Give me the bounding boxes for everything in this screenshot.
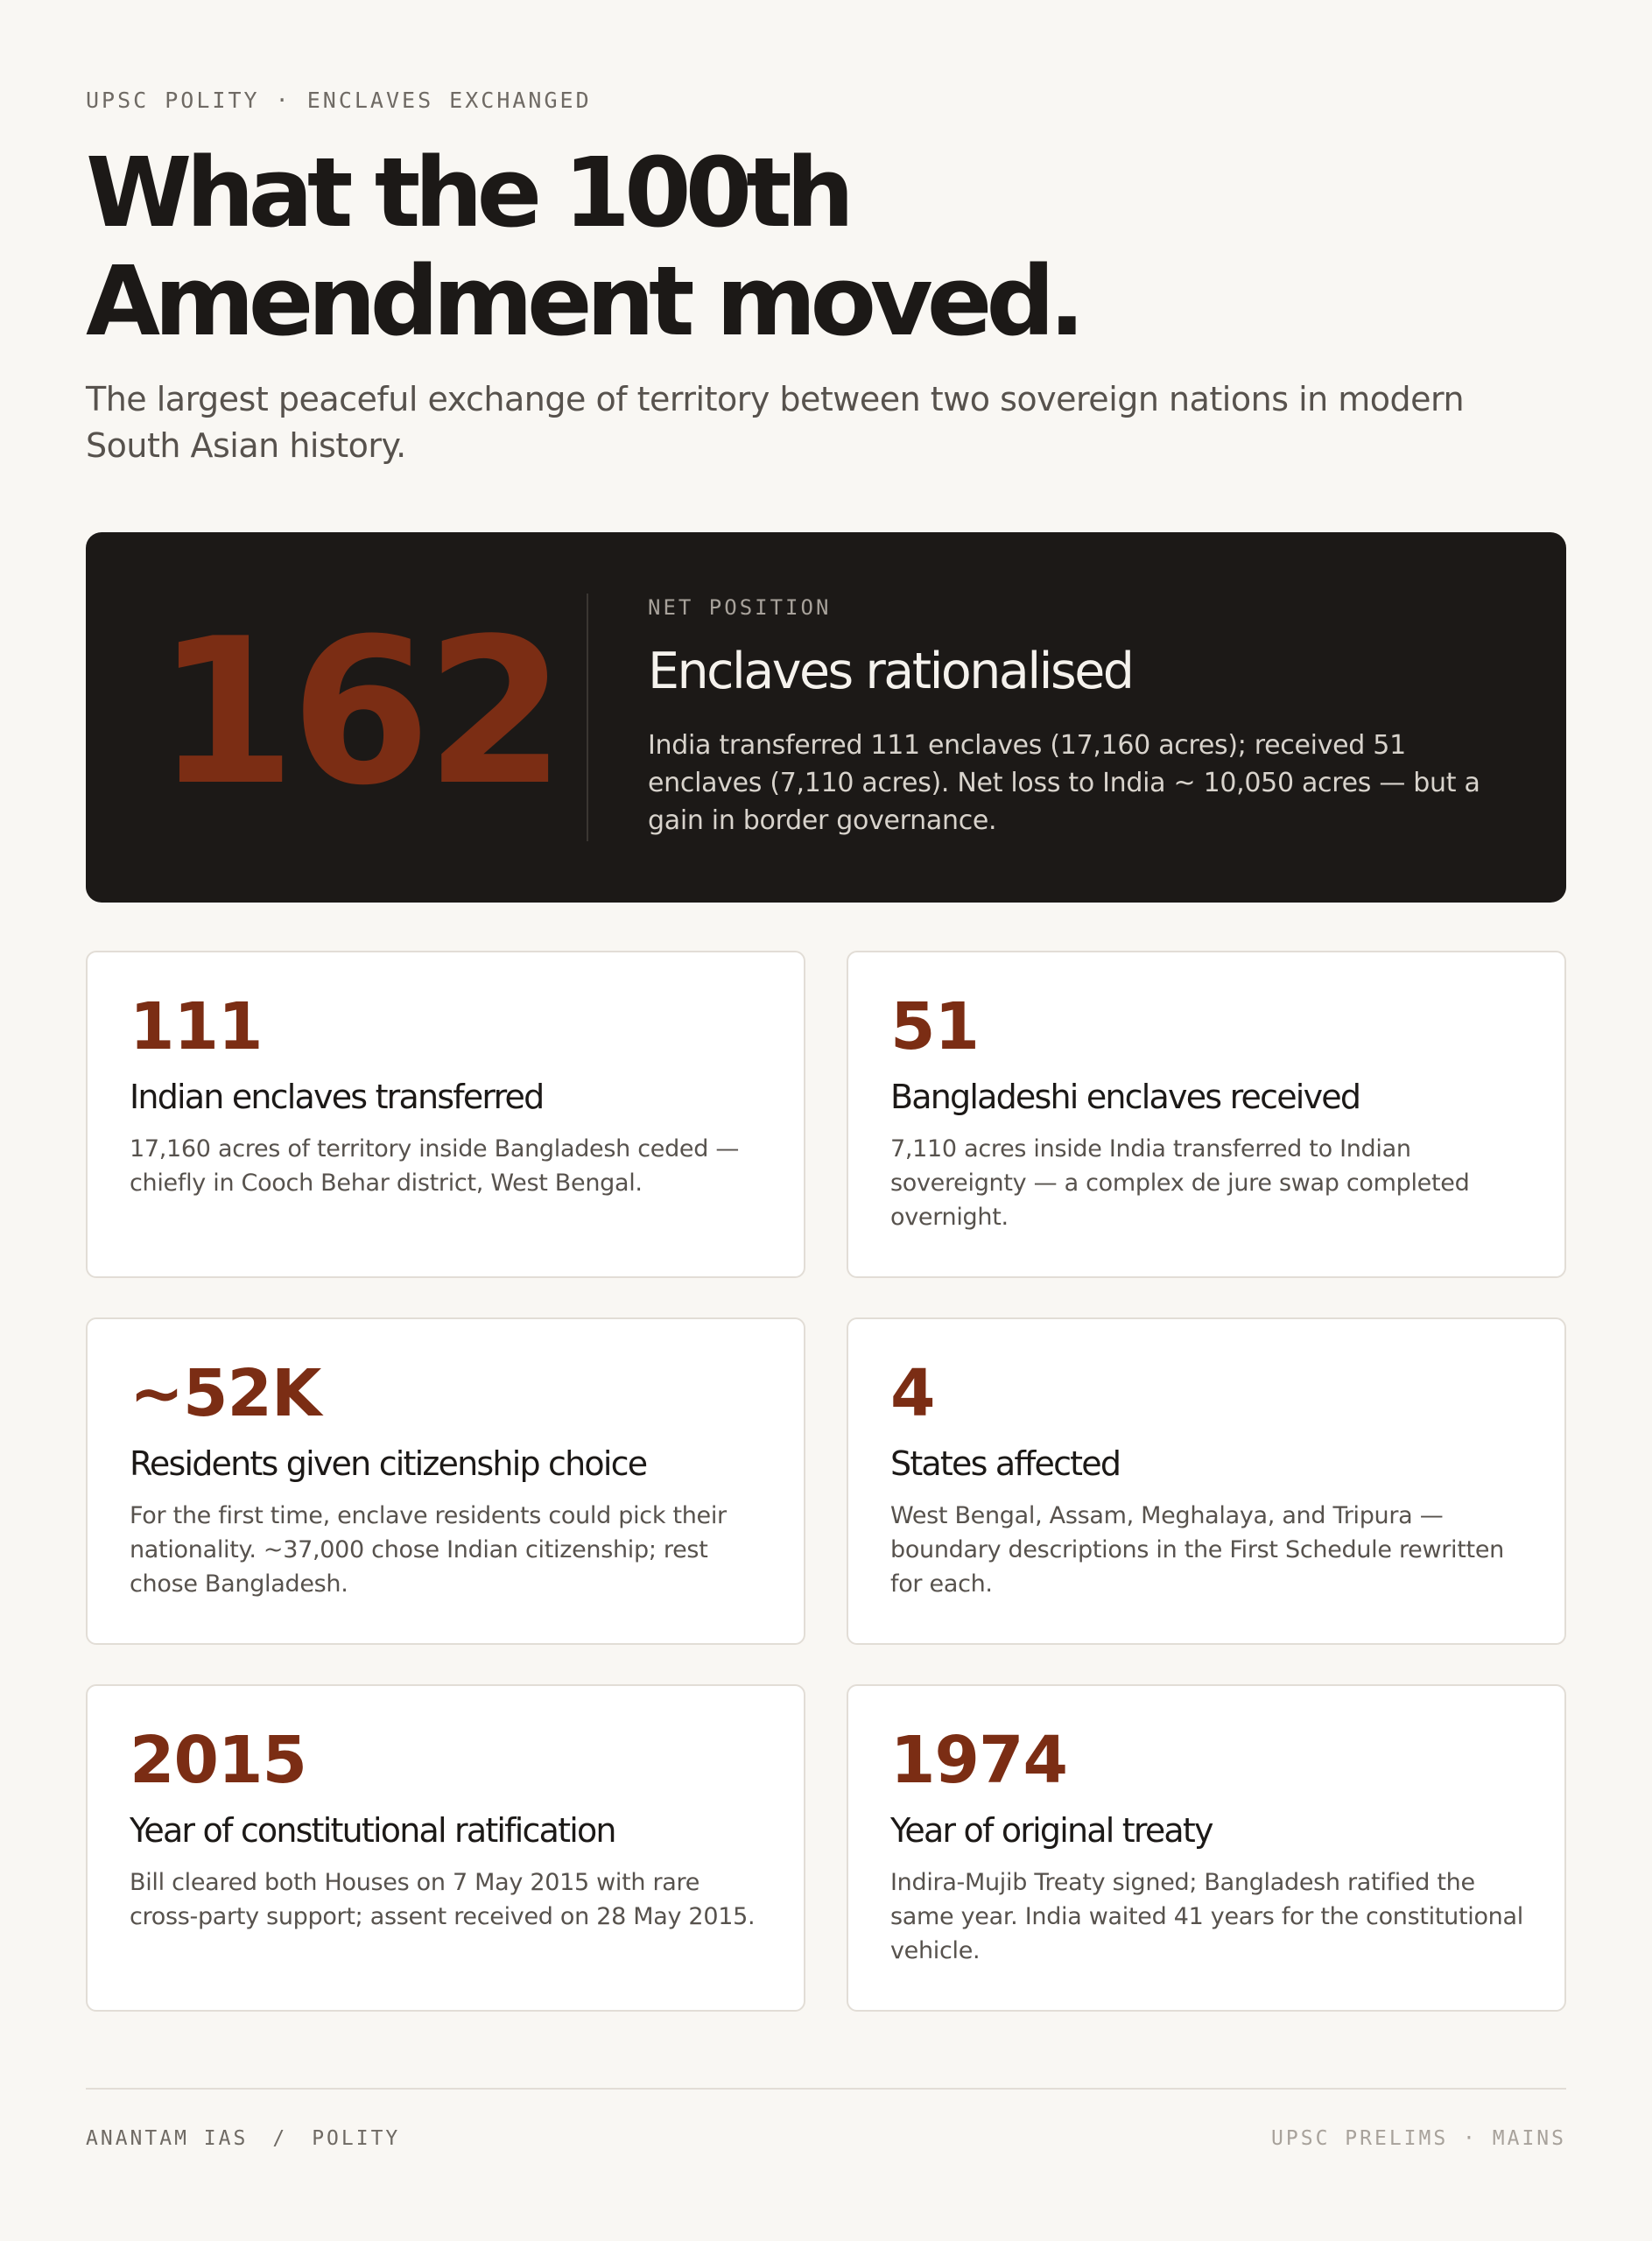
stat-title: Residents given citizenship choice [130,1444,647,1483]
stat-number: 111 [130,989,263,1064]
footer-divider [86,2088,1566,2090]
page-title [86,138,1399,355]
hero-label: NET POSITION [648,595,832,620]
stat-title: Year of constitutional ratification [130,1811,615,1850]
stat-number: 51 [890,989,979,1064]
footer-tagline: UPSC PRELIMS · MAINS [1271,2127,1566,2150]
stat-number: 2015 [130,1723,306,1798]
stat-description: For the first time, enclave residents could pick their nationality. ~37,000 chose Indian citizenship; rest chose Bangladesh. [130,1502,727,1598]
stat-card-residents [86,1317,805,1645]
stat-number: 4 [890,1356,935,1431]
stat-card-bangladeshi-enclaves [847,951,1566,1278]
stat-card-indian-enclaves [86,951,805,1278]
footer-brand-name: ANANTAM IAS [86,2127,249,2150]
stat-title: Year of original treaty [890,1811,1213,1850]
footer-section: POLITY [312,2127,401,2150]
stat-title: Bangladeshi enclaves received [890,1078,1360,1116]
hero-description: India transferred 111 enclaves (17,160 acres); received 51 enclaves (7,110 acres). Net loss to India ~ 10,050 acres — but a gain in border governance. [648,730,1480,836]
page-title-line-2: Amendment moved. [86,245,1079,357]
hero-number: 162 [156,596,561,830]
stat-card-treaty-year [847,1684,1566,2012]
page-title-line-1: What the 100th [86,137,849,249]
hero-panel [86,532,1566,903]
eyebrow-label: UPSC POLITY · ENCLAVES EXCHANGED [86,88,592,113]
stat-description: West Bengal, Assam, Meghalaya, and Tripura — boundary descriptions in the First Schedule rewritten for each. [890,1502,1504,1598]
stat-description: Indira-Mujib Treaty signed; Bangladesh ratified the same year. India waited 41 years for the constitutional vehicle. [890,1869,1523,1964]
stat-description: Bill cleared both Houses on 7 May 2015 with rare cross-party support; assent received on 28 May 2015. [130,1869,756,1930]
stat-card-states [847,1317,1566,1645]
stat-title: Indian enclaves transferred [130,1078,544,1116]
stat-description: 7,110 acres inside India transferred to Indian sovereignty — a complex de jure swap completed overnight. [890,1135,1470,1231]
footer-brand [86,2127,400,2150]
stat-number: 1974 [890,1723,1067,1798]
stat-description: 17,160 acres of territory inside Bangladesh ceded — chiefly in Cooch Behar district, West Bengal. [130,1135,740,1197]
page-subtitle: The largest peaceful exchange of territory between two sovereign nations in modern South Asian history. [86,380,1465,465]
hero-divider [587,594,588,841]
hero-title: Enclaves rationalised [648,643,1133,700]
stat-card-ratification-year [86,1684,805,2012]
footer-separator: / [272,2127,288,2150]
stat-title: States affected [890,1444,1121,1483]
stat-number: ~52K [130,1356,321,1431]
